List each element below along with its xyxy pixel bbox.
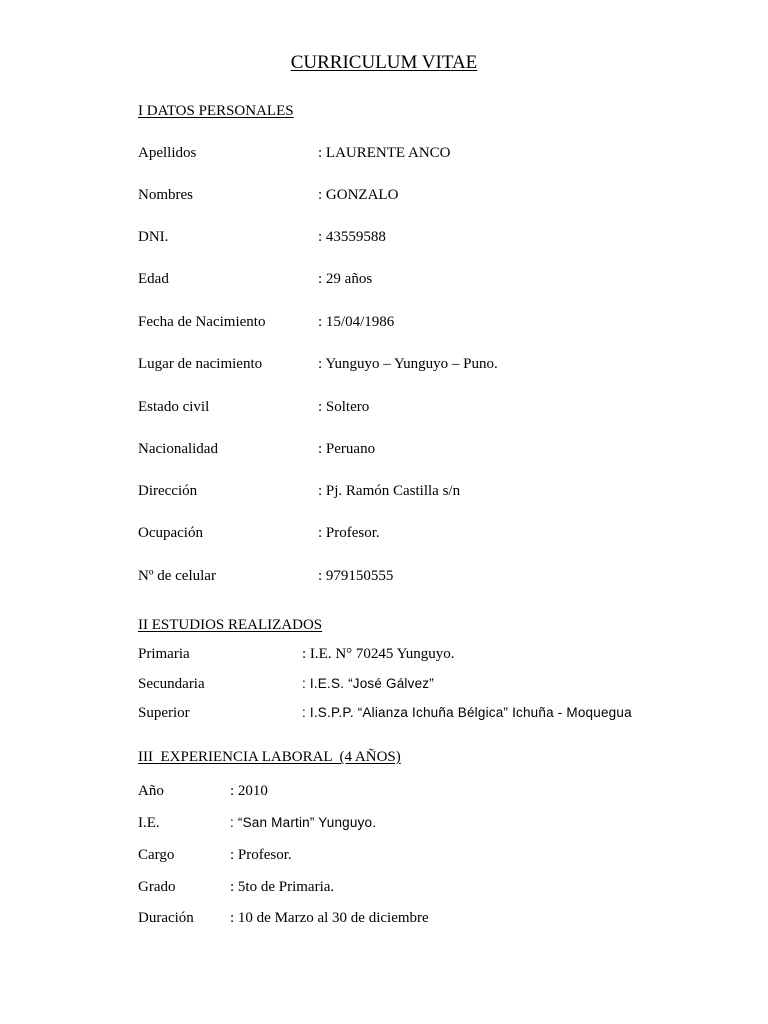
field-label: Apellidos	[138, 145, 197, 161]
field-label: Secundaria	[138, 676, 205, 692]
field-value: : 2010	[230, 783, 268, 799]
field-label: Cargo	[138, 847, 175, 863]
field-label: Lugar de nacimiento	[138, 356, 263, 372]
field-celular	[0, 567, 768, 585]
field-value: : I.E. N° 70245 Yunguyo.	[302, 646, 455, 662]
field-value: : I.S.P.P. “Alianza Ichuña Bélgica” Ichuña - Moquegua	[302, 705, 632, 720]
field-label: Nº de celular	[138, 568, 216, 584]
field-nombres	[0, 186, 768, 204]
field-value: : 5to de Primaria.	[230, 879, 335, 895]
field-label: Nacionalidad	[138, 441, 218, 457]
field-ano	[0, 782, 768, 800]
field-lugar-nacimiento	[0, 355, 768, 373]
document-title-text: CURRICULUM VITAE	[290, 52, 478, 73]
field-cargo	[0, 846, 768, 864]
field-value: : Pj. Ramón Castilla s/n	[318, 483, 461, 499]
field-label: Superior	[138, 705, 190, 721]
section-heading-datos-personales: I DATOS PERSONALES	[138, 103, 294, 119]
field-value: : Peruano	[318, 441, 376, 457]
field-secundaria	[0, 675, 768, 693]
section-heading-estudios-realizados: II ESTUDIOS REALIZADOS	[138, 617, 323, 633]
field-label: Primaria	[138, 646, 190, 662]
field-label: DNI.	[138, 229, 169, 245]
field-label: Edad	[138, 271, 169, 287]
field-value: : 15/04/1986	[318, 314, 395, 330]
field-label: Nombres	[138, 187, 193, 203]
field-label: Ocupación	[138, 525, 203, 541]
field-value: : Soltero	[318, 399, 370, 415]
document-title	[0, 52, 768, 74]
field-value: : Yunguyo – Yunguyo – Puno.	[318, 356, 498, 372]
field-label: Estado civil	[138, 399, 210, 415]
field-superior	[0, 704, 768, 722]
field-value: : GONZALO	[318, 187, 399, 203]
field-value: : “San Martin” Yunguyo.	[230, 815, 377, 830]
field-value: : 10 de Marzo al 30 de diciembre	[230, 910, 429, 926]
field-value: : I.E.S. “José Gálvez”	[302, 676, 434, 691]
field-label: Año	[138, 783, 164, 799]
field-dni	[0, 228, 768, 246]
field-apellidos	[0, 144, 768, 162]
field-value: : 979150555	[318, 568, 394, 584]
field-institucion	[0, 814, 768, 832]
field-label: Dirección	[138, 483, 198, 499]
field-value: : 43559588	[318, 229, 386, 245]
field-primaria	[0, 645, 768, 663]
field-value: : 29 años	[318, 271, 373, 287]
field-direccion	[0, 482, 768, 500]
field-value: : Profesor.	[318, 525, 380, 541]
field-nacionalidad	[0, 440, 768, 458]
field-edad	[0, 270, 768, 288]
field-value: : LAURENTE ANCO	[318, 145, 451, 161]
field-value: : Profesor.	[230, 847, 292, 863]
field-ocupacion	[0, 524, 768, 542]
field-grado	[0, 878, 768, 896]
section-heading-experiencia-laboral: III EXPERIENCIA LABORAL (4 AÑOS)	[138, 749, 401, 765]
field-label: Fecha de Nacimiento	[138, 314, 266, 330]
field-duracion	[0, 909, 768, 927]
field-estado-civil	[0, 398, 768, 416]
field-label: Duración	[138, 910, 194, 926]
field-label: Grado	[138, 879, 176, 895]
field-fecha-nacimiento	[0, 313, 768, 331]
field-label: I.E.	[138, 815, 160, 831]
